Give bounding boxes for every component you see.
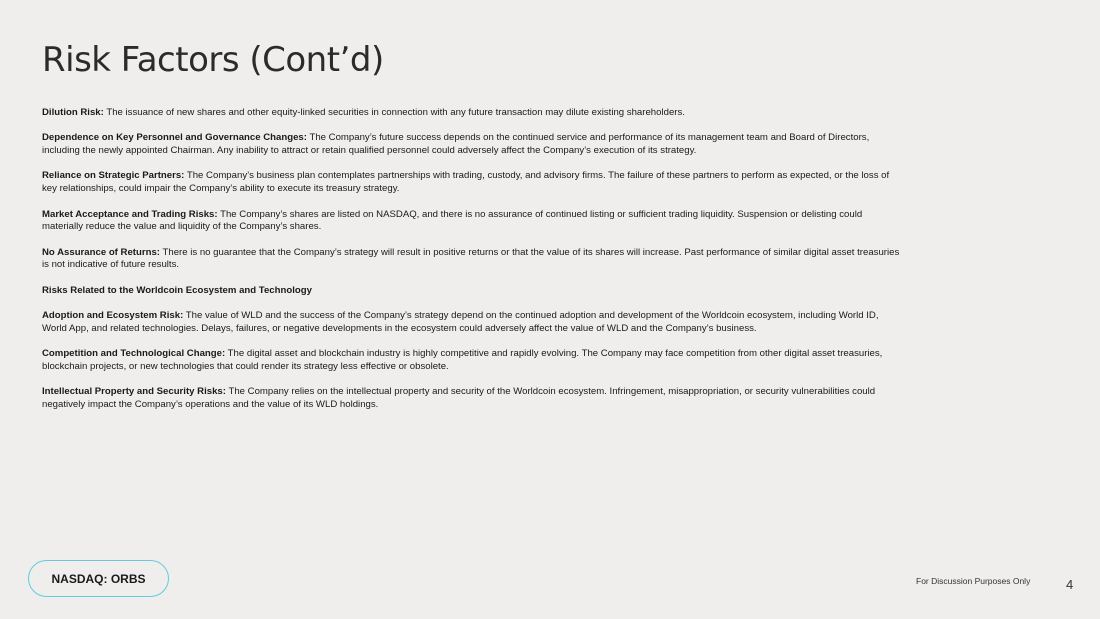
risk-heading: Dilution Risk: bbox=[42, 107, 104, 118]
risk-body: The Company’s future success depends on the continued service and performance of its management team and Board of Directors, including the newly appointed Chairman. Any inability to attract or retain qualified personnel could adversely affect the Company’s execution of its strategy. bbox=[42, 132, 870, 157]
page-number: 4 bbox=[1066, 577, 1074, 592]
risk-body: The Company relies on the intellectual property and security of the Worldcoin ecosystem. Infringement, misappropriation, or security vulnerabilities could negatively impact the Company’s operations and the value of its WLD holdings. bbox=[42, 386, 876, 411]
risk-paragraph-strategic-partners bbox=[42, 170, 902, 195]
risk-paragraph-dilution bbox=[42, 107, 902, 120]
risk-body: The issuance of new shares and other equity-linked securities in connection with any future transaction may dilute existing shareholders. bbox=[106, 107, 685, 118]
section-heading: Risks Related to the Worldcoin Ecosystem and Technology bbox=[42, 284, 312, 296]
risk-heading: Competition and Technological Change: bbox=[42, 348, 226, 360]
risk-heading: Adoption and Ecosystem Risk: bbox=[42, 310, 184, 322]
risk-paragraph-competition bbox=[42, 348, 902, 373]
risk-body: The digital asset and blockchain industry is highly competitive and rapidly evolving. The Company may face competition from other digital asset treasuries, blockchain projects, or new technologies that could render its strategy less effective or obsolete. bbox=[42, 348, 883, 372]
ticker-badge-label: NASDAQ: ORBS bbox=[51, 571, 146, 586]
risk-body: The Company’s shares are listed on NASDAQ, and there is no assurance of continued listing or sufficient trading liquidity. Suspension or delisting could materially reduce the value and liquidity of the Company’s shares. bbox=[42, 208, 863, 233]
risk-paragraph-adoption-ecosystem bbox=[42, 310, 902, 335]
risk-heading: Market Acceptance and Trading Risks: bbox=[42, 208, 218, 220]
section-heading-worldcoin bbox=[42, 285, 902, 298]
footer-disclaimer: For Discussion Purposes Only bbox=[916, 576, 1031, 586]
risk-body: The Company’s business plan contemplates partnerships with trading, custody, and advisory firms. The failure of these partners to perform as expected, or the loss of key relationships, could impair the Company’s ability to execute its treasury strategy. bbox=[42, 170, 890, 195]
risk-heading: Intellectual Property and Security Risks: bbox=[42, 386, 226, 398]
risk-body: The value of WLD and the success of the Company’s strategy depend on the continued adoption and development of the Worldcoin ecosystem, including World ID, World App, and related technologies. Delays, failures, or negative developments in the ecosystem could adversely affect the value of WLD and the Company’s business. bbox=[42, 310, 879, 334]
risk-factors-list bbox=[42, 107, 902, 424]
risk-paragraph-key-personnel bbox=[42, 132, 902, 157]
risk-heading: Reliance on Strategic Partners: bbox=[42, 170, 185, 182]
risk-heading: Dependence on Key Personnel and Governance Changes: bbox=[42, 132, 307, 144]
risk-heading: No Assurance of Returns: bbox=[42, 246, 160, 258]
risk-paragraph-ip-security bbox=[42, 386, 902, 411]
ticker-badge bbox=[28, 560, 169, 597]
risk-paragraph-market-acceptance bbox=[42, 209, 902, 234]
risk-body: There is no guarantee that the Company’s strategy will result in positive returns or that the value of its shares will increase. Past performance of similar digital asset treasuries is not indicative of future results. bbox=[42, 246, 900, 271]
slide-title: Risk Factors (Cont’d) bbox=[42, 40, 384, 80]
risk-paragraph-no-assurance-returns bbox=[42, 247, 902, 272]
